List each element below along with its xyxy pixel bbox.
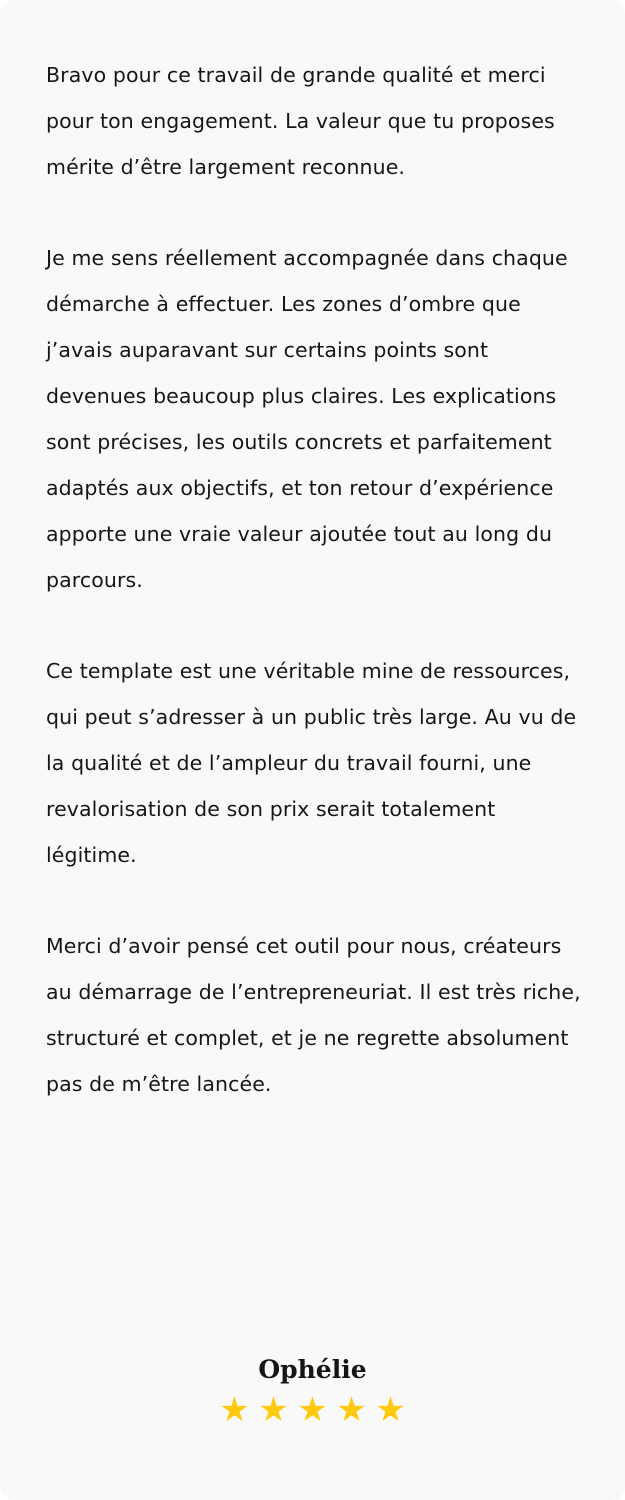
star-icon: ★ [336,1390,367,1430]
author-name: Ophélie [258,1355,367,1384]
review-paragraph: Bravo pour ce travail de grande qualité et merci pour ton engagement. La valeur que tu proposes mérite d’être largement reconnue. [46,63,555,179]
review-paragraph: Ce template est une véritable mine de ressources, qui peut s’adresser à un public très large. Au vu de la qualité et de l’ampleur du travail fourni, une revalorisation de son prix serait totalement légitime. [46,659,577,867]
star-icon: ★ [375,1390,406,1430]
star-icon: ★ [258,1390,289,1430]
review-paragraph: Merci d’avoir pensé cet outil pour nous, créateurs au démarrage de l’entrepreneuriat. Il est très riche, structuré et complet, et je ne regrette absolument pas de m’être lancée. [46,934,581,1096]
review-paragraph: Je me sens réellement accompagnée dans chaque démarche à effectuer. Les zones d’ombre que j’avais auparavant sur certains points sont devenues beaucoup plus claires. Les explications sont précises, les outils concrets et parfaitement adaptés aux objectifs, et ton retour d’expérience apporte une vraie valeur ajoutée tout au long du parcours. [46,246,568,592]
review-text [46,52,585,1107]
star-icon: ★ [219,1390,250,1430]
star-rating [0,1390,625,1430]
author-block [0,1350,625,1430]
star-icon: ★ [297,1390,328,1430]
